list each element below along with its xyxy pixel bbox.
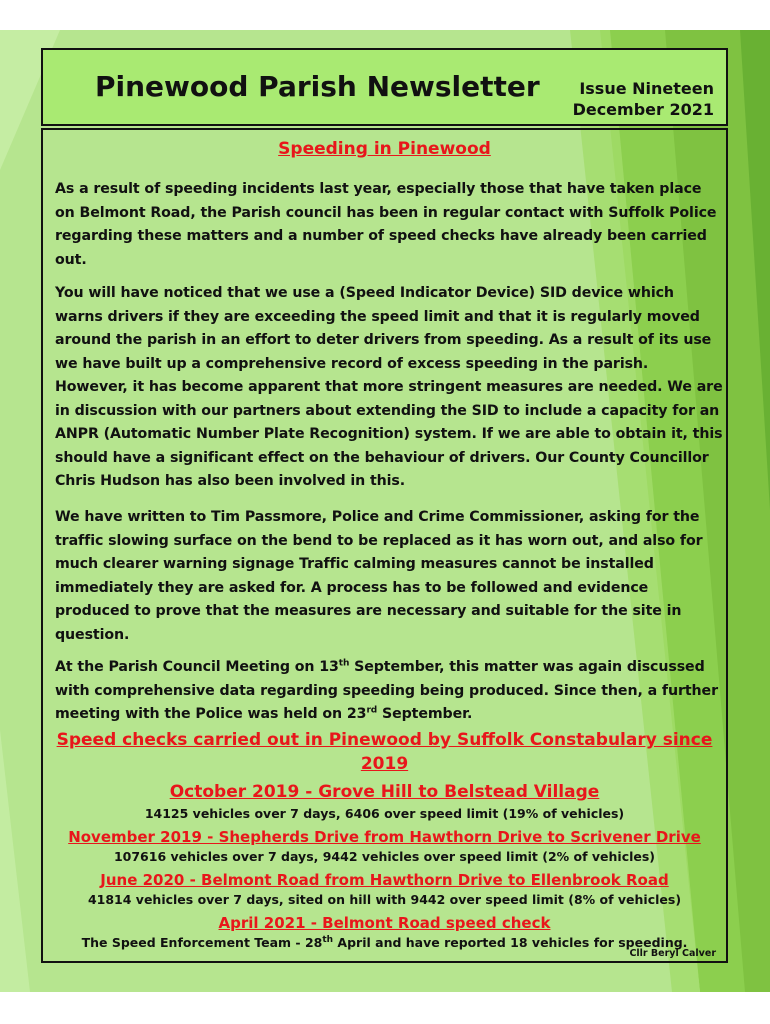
issue-date: December 2021 [572,100,714,119]
newsletter-title: Pinewood Parish Newsletter [95,70,540,103]
paragraph-4 [55,656,723,727]
check-detail-nov-2019: 107616 vehicles over 7 days, 9442 vehicles over speed limit (2% of vehicles) [113,849,656,864]
paragraph-1-text: As a result of speeding incidents last year, especially those that have taken place on Belmont Road, the Parish council has been in regular contact with Suffolk Police regarding these matters and a number of speed checks have already been carried out. [55,181,717,268]
p4-sup2: rd [366,705,378,716]
p4-sup1: th [338,658,350,669]
apr-detail-part2: April and have reported 18 vehicles for speeding. [333,935,688,950]
paragraph-2-text: You will have noticed that we use a (Speed Indicator Device) SID device which warns drivers if they are exceeding the speed limit and that it is regularly moved around the parish in an effort to deter drivers from speeding. As a result of its use we have built up a comprehensive record of excess speeding in the parish. However, it has become apparent that more stringent measures are needed. We are in discussion with our partners about extending the SID to include a capacity for an ANPR (Automatic Number Plate Recognition) system. If we are able to obtain it, this should have a significant effect on the behaviour of drivers. Our County Councillor Chris Hudson has also been involved in this. [55,285,723,489]
author-signature: Cllr Beryl Calver [629,948,716,959]
check-title-jun-2020: June 2020 - Belmont Road from Hawthorn Drive to Ellenbrook Road [100,871,669,889]
issue-info [573,78,714,120]
check-title-oct-2019: October 2019 - Grove Hill to Belstead Village [169,782,600,802]
paragraph-3 [55,506,723,647]
article-heading: Speeding in Pinewood [278,139,491,159]
check-title-apr-2021: April 2021 - Belmont Road speed check [218,914,551,932]
check-detail-oct-2019: 14125 vehicles over 7 days, 6406 over speed limit (19% of vehicles) [144,806,625,821]
newsletter-header [41,48,728,126]
apr-detail-sup: th [322,934,334,945]
apr-detail-part1: The Speed Enforcement Team - 28 [81,935,323,950]
p4-part1: At the Parish Council Meeting on 13 [55,659,339,675]
article-box [41,128,728,963]
speed-checks-section [43,728,726,953]
check-title-nov-2019: November 2019 - Shepherds Drive from Hawthorn Drive to Scrivener Drive [68,828,701,846]
check-detail-apr-2021 [43,933,726,953]
paragraph-2 [55,282,723,494]
p4-part3: September. [377,706,473,722]
speed-checks-heading: Speed checks carried out in Pinewood by Suffolk Constabulary since 2019 [56,730,713,774]
paragraph-1 [55,178,723,272]
check-detail-jun-2020: 41814 vehicles over 7 days, sited on hill with 9442 over speed limit (8% of vehicles) [87,892,682,907]
paragraph-4-text [55,656,723,727]
p4-part2: September, this matter was again discussed with comprehensive data regarding speeding being produced. Since then, a further meeting with the Police was held on 23 [55,659,718,722]
paragraph-3-text: We have written to Tim Passmore, Police and Crime Commissioner, asking for the traffic slowing surface on the bend to be replaced as it has worn out, and also for much clearer warning signage Traffic calming measures cannot be installed immediately they are asked for. A process has to be followed and evidence produced to prove that the measures are necessary and suitable for the site in question. [55,509,703,643]
issue-number: Issue Nineteen [579,79,714,98]
